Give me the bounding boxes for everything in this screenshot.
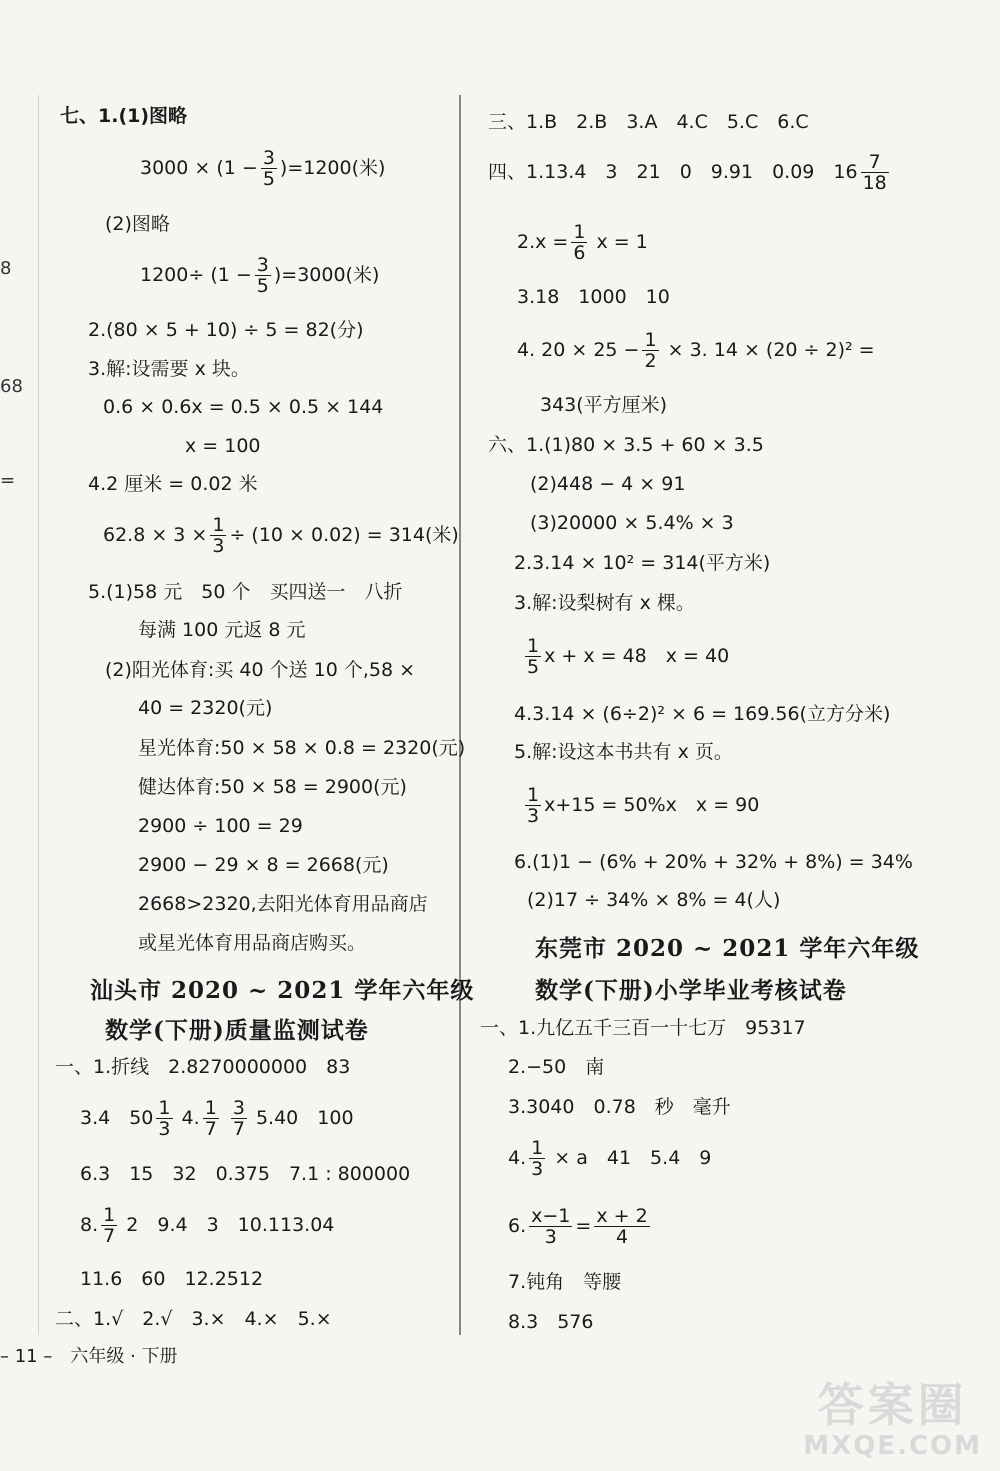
answer-line: 七、1.(1)图略 [60,105,188,127]
fraction: $\frac{1}{3}$ [531,1137,544,1180]
answer-line: (3)20000 × 5.4% × 3 [530,512,734,534]
fraction: $\frac{1}{7}$ [103,1204,116,1247]
answer-line: (2)17 ÷ 34% × 8% = 4(人) [527,889,781,911]
answer-line: 3.解:设需要 x 块。 [88,358,250,380]
answer-line: 6.3 15 32 0.375 7.1 : 800000 [80,1163,411,1185]
answer-line: (2)448 − 4 × 91 [530,473,686,495]
fraction: $\frac{1}{3}$ [212,514,225,557]
watermark: 答案圈 MXQE.COM [803,1378,982,1461]
answer-line: 星光体育:50 × 58 × 0.8 = 2320(元) [138,737,466,759]
answer-equation: 8. $\frac{1}{7}$ 2 9.4 3 10.113.04 [80,1204,335,1247]
answer-line: 健达体育:50 × 58 = 2900(元) [138,776,407,798]
section-title: 汕头市 2020 ~ 2021 学年六年级 [90,977,475,1004]
answer-line: 一、1.九亿五千三百一十七万 95317 [480,1017,806,1039]
answer-line: x = 100 [185,435,261,457]
answer-line: 2900 ÷ 100 = 29 [138,815,303,837]
edge-fragment: = [0,470,16,491]
answer-equation: 1200÷ (1 − $\frac{3}{5}$ )=3000(米) [140,254,380,297]
answer-equation: 4. 20 × 25 − $\frac{1}{2}$ × 3. 14 × (20 ÷ 2)² = [517,329,875,372]
answer-equation: 3000 × (1 − $\frac{3}{5}$ )=1200(米) [140,147,386,190]
fraction: $\frac{7}{18}$ [862,151,887,194]
answer-line: 8.3 576 [508,1311,594,1333]
answer-line: 5.(1)58 元 50 个 买四送一 八折 [88,581,403,603]
answer-equation: 62.8 × 3 × $\frac{1}{3}$ ÷ (10 × 0.02) = 314(米) [103,514,459,557]
answer-line: 0.6 × 0.6x = 0.5 × 0.5 × 144 [103,396,384,418]
fraction: $\frac{1}{6}$ [573,221,586,264]
fraction: $\frac{3}{5}$ [262,147,275,190]
answer-line: 7.钝角 等腰 [508,1271,622,1293]
answer-line: (2)图略 [105,213,170,235]
answer-equation: 2.x = $\frac{1}{6}$ x = 1 [517,221,648,264]
fraction: $\frac{1}{3}$ [527,784,540,827]
answer-line: 二、1.√ 2.√ 3.× 4.× 5.× [55,1308,332,1330]
answer-line: 3.解:设梨树有 x 棵。 [514,592,695,614]
answer-equation: 3.4 50 $\frac{1}{3}$ 4. $\frac{1}{7}$ $\frac{3}{7}$ 5.40 100 [80,1097,354,1140]
answer-line: 2.−50 南 [508,1056,605,1078]
answer-line: 每满 100 元返 8 元 [138,619,306,641]
section-title: 数学(下册)质量监测试卷 [105,1017,369,1044]
answer-line: (2)阳光体育:买 40 个送 10 个,58 × [105,659,416,681]
column-rule [38,95,39,1335]
answer-line: 343(平方厘米) [540,394,668,416]
answer-equation: $\frac{1}{5}$ x + x = 48 x = 40 [527,635,730,678]
fraction: $\frac{3}{7}$ [232,1097,245,1140]
answer-equation: $\frac{1}{3}$ x+15 = 50%x x = 90 [527,784,760,827]
answer-line: 5.解:设这本书共有 x 页。 [514,741,733,763]
answer-line: 4.2 厘米 = 0.02 米 [88,473,258,495]
answer-line: 2.(80 × 5 + 10) ÷ 5 = 82(分) [88,319,364,341]
answer-equation: 四、1.13.4 3 21 0 9.91 0.09 16 $\frac{7}{18}$ [488,151,887,194]
fraction: $\frac{1}{3}$ [158,1097,171,1140]
answer-line: 40 = 2320(元) [138,697,273,719]
column-divider [459,95,461,1335]
answer-line: 11.6 60 12.2512 [80,1268,264,1290]
fraction: $\frac{x-1}{3}$ [531,1205,571,1248]
answer-line: 六、1.(1)80 × 3.5 + 60 × 3.5 [488,434,764,456]
answer-line: 6.(1)1 − (6% + 20% + 32% + 8%) = 34% [514,851,913,873]
fraction: $\frac{1}{7}$ [204,1097,217,1140]
answer-line: 2.3.14 × 10² = 314(平方米) [514,552,771,574]
answer-line: 3.18 1000 10 [517,286,670,308]
fraction: $\frac{1}{2}$ [644,329,657,372]
fraction: $\frac{x + 2}{4}$ [596,1205,648,1248]
edge-fragment: 68 [0,376,23,397]
edge-fragment: 8 [0,258,12,279]
answer-line: 一、1.折线 2.8270000000 83 [55,1056,351,1078]
answer-line: 3.3040 0.78 秒 毫升 [508,1096,731,1118]
fraction: $\frac{3}{5}$ [256,254,269,297]
fraction: $\frac{1}{5}$ [527,635,540,678]
answer-line: 三、1.B 2.B 3.A 4.C 5.C 6.C [488,111,809,133]
answer-line: 2900 − 29 × 8 = 2668(元) [138,854,389,876]
section-title: 数学(下册)小学毕业考核试卷 [535,977,847,1004]
page-footer: – 11 – 六年级 · 下册 [0,1346,178,1367]
section-title: 东莞市 2020 ~ 2021 学年六年级 [535,935,920,962]
answer-line: 或星光体育用品商店购买。 [138,932,367,954]
answer-line: 2668>2320,去阳光体育用品商店 [138,893,428,915]
answer-equation: 6. $\frac{x-1}{3}$ = $\frac{x + 2}{4}$ [508,1205,648,1248]
answer-line: 4.3.14 × (6÷2)² × 6 = 169.56(立方分米) [514,703,891,725]
answer-equation: 4. $\frac{1}{3}$ × a 41 5.4 9 [508,1137,712,1180]
